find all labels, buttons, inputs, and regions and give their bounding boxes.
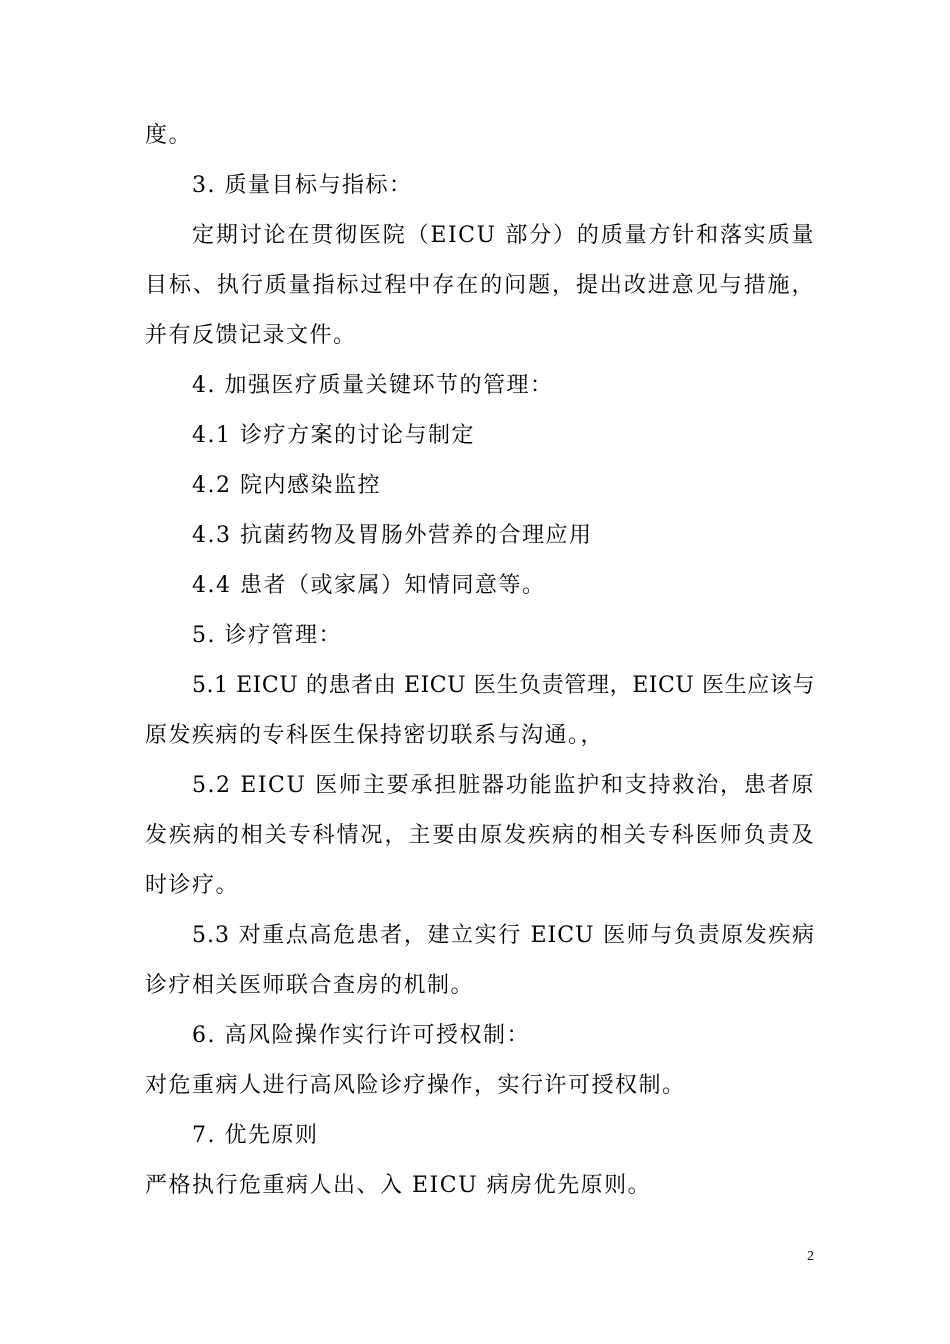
list-item: 4.2 院内感染监控	[192, 473, 381, 498]
text-line: 度。	[145, 123, 193, 148]
text-line: 5.3 对重点高危患者，建立实行 EICU 医师与负责原发疾病	[192, 923, 815, 948]
section-heading-6: 6. 高风险操作实行许可授权制：	[192, 1023, 530, 1048]
text-line: 5.2 EICU 医师主要承担脏器功能监护和支持救治，患者原	[192, 773, 815, 798]
text-line: 诊疗相关医师联合查房的机制。	[145, 973, 475, 998]
section-heading-5: 5. 诊疗管理：	[192, 623, 342, 648]
text-line: 时诊疗。	[145, 873, 240, 898]
text-line: 并有反馈记录文件。	[145, 323, 357, 348]
text-line: 定期讨论在贯彻医院（EICU 部分）的质量方针和落实质量	[192, 223, 815, 248]
text-line: 5.1 EICU 的患者由 EICU 医生负责管理，EICU 医生应该与	[192, 673, 815, 698]
section-heading-3: 3. 质量目标与指标：	[192, 173, 413, 198]
text-line: 发疾病的相关专科情况，主要由原发疾病的相关专科医师负责及	[145, 823, 815, 848]
page-number: 2	[807, 1249, 814, 1264]
text-line: 严格执行危重病人出、入 EICU 病房优先原则。	[145, 1173, 652, 1198]
list-item: 4.4 患者（或家属）知情同意等。	[192, 573, 546, 598]
text-line: 目标、执行质量指标过程中存在的问题，提出改进意见与措施，	[145, 273, 815, 298]
section-heading-7: 7. 优先原则	[192, 1123, 319, 1148]
list-item: 4.1 诊疗方案的讨论与制定	[192, 423, 475, 448]
text-line: 原发疾病的专科医生保持密切联系与沟通。，	[145, 723, 605, 748]
list-item: 4.3 抗菌药物及胃肠外营养的合理应用	[192, 523, 593, 548]
text-line: 对危重病人进行高风险诊疗操作，实行许可授权制。	[145, 1073, 686, 1098]
section-heading-4: 4. 加强医疗质量关键环节的管理：	[192, 373, 554, 398]
